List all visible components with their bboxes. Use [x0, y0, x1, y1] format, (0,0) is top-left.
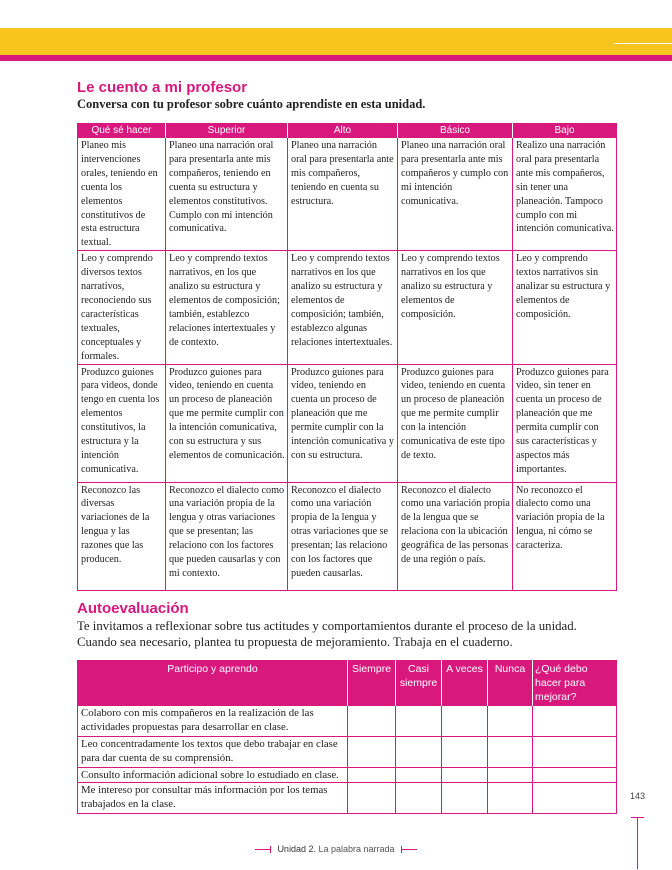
section-intro: Te invitamos a reflexionar sobre tus actitudes y comportamientos durante el proceso de la unidad. Cuando sea necesario, plantea tu propuesta de mejoramiento. Trabaja en el cuaderno.	[77, 619, 577, 649]
self-eval-empty-cell	[442, 737, 488, 768]
self-eval-empty-cell	[348, 706, 396, 737]
rubric-cell: Reconozco las diversas variaciones de la lengua y las razones que las producen.	[78, 482, 166, 590]
self-eval-statement: Colaboro con mis compañeros en la realización de las actividades propuestas para desarrollar en clase.	[78, 706, 348, 737]
table-row	[78, 768, 617, 783]
section-title: Autoevaluación	[77, 600, 189, 617]
rubric-cell: Produzco guiones para video, teniendo en cuenta un proceso de planeación que me permite cumplir con la intención comunicativa, con su estructura y sus elementos de comunicación.	[166, 364, 288, 482]
table-row	[78, 251, 617, 364]
self-eval-empty-cell	[348, 737, 396, 768]
self-eval-empty-cell	[488, 706, 533, 737]
rubric-cell: Produzco guiones para video, teniendo en cuenta un proceso de planeación que me permite cumplir con la intención comunicativa de este tipo de texto.	[398, 364, 513, 482]
rubric-cell: Planeo mis intervenciones orales, teniendo en cuenta los elementos constitutivos de esta estructura textual.	[78, 138, 166, 251]
self-eval-empty-cell	[396, 768, 442, 783]
page-footer	[0, 844, 672, 854]
rubric-cell: Produzco guiones para videos, donde tengo en cuenta los elementos constitutivos, la estructura y la intención comunicativa.	[78, 364, 166, 482]
self-eval-empty-cell	[488, 768, 533, 783]
table-row	[78, 783, 617, 814]
self-eval-statement: Me intereso por consultar más información por los temas trabajados en la clase.	[78, 783, 348, 814]
self-eval-header-cell: ¿Qué debo hacer para mejorar?	[533, 661, 617, 706]
rubric-cell: Planeo una narración oral para presentarla ante mis compañeros, teniendo en cuenta su estructura y elementos constitutivos. Cumplo con mi intención comunicativa.	[166, 138, 288, 251]
self-eval-empty-cell	[533, 706, 617, 737]
rubric-cell: Reconozco el dialecto como una variación propia de la lengua y otras variaciones que se presentan; las relaciono con los factores que pueden causarlas.	[288, 482, 398, 590]
rubric-header-cell: Superior	[166, 124, 288, 138]
rubric-header-cell: Básico	[398, 124, 513, 138]
self-eval-header-cell: Siempre	[348, 661, 396, 706]
self-eval-empty-cell	[533, 768, 617, 783]
self-eval-empty-cell	[348, 783, 396, 814]
rubric-header-cell: Alto	[288, 124, 398, 138]
self-eval-empty-cell	[488, 737, 533, 768]
rubric-header-cell: Bajo	[513, 124, 617, 138]
table-row	[78, 364, 617, 482]
self-eval-header-cell: Casi siempre	[396, 661, 442, 706]
header-band	[0, 28, 672, 55]
self-eval-empty-cell	[533, 737, 617, 768]
table-row	[78, 737, 617, 768]
self-eval-empty-cell	[396, 783, 442, 814]
rubric-table	[77, 123, 617, 591]
rubric-cell: Reconozco el dialecto como una variación propia de la lengua y otras variaciones que se presentan; las relaciono con los factores que pueden causarlas y con mi contexto.	[166, 482, 288, 590]
table-row	[78, 482, 617, 590]
footer-unit: Unidad 2.	[277, 844, 316, 854]
rubric-cell: Planeo una narración oral para presentarla ante mis compañeros, teniendo en cuenta su estructura.	[288, 138, 398, 251]
self-eval-empty-cell	[533, 783, 617, 814]
section-subtitle: Conversa con tu profesor sobre cuánto aprendiste en esta unidad.	[77, 97, 426, 111]
self-eval-empty-cell	[442, 706, 488, 737]
self-eval-statement: Consulto información adicional sobre lo estudiado en clase.	[78, 768, 348, 783]
table-row	[78, 138, 617, 251]
rubric-cell: Reconozco el dialecto como una variación propia de la lengua que se relaciona con la ubicación geográfica de las personas de una región o país.	[398, 482, 513, 590]
rubric-cell: Produzco guiones para video, sin tener en cuenta un proceso de planeación que me permita cumplir con sus características y aspectos más importantes.	[513, 364, 617, 482]
self-eval-empty-cell	[348, 768, 396, 783]
rubric-cell: Planeo una narración oral para presentarla ante mis compañeros y cumplo con mi intención comunicativa.	[398, 138, 513, 251]
page-marker-line	[637, 817, 638, 869]
section-title: Le cuento a mi profesor	[77, 79, 248, 96]
rubric-cell: Leo y comprendo textos narrativos sin analizar su estructura y elementos de composición.	[513, 251, 617, 364]
header-band-line	[614, 43, 672, 44]
footer-left-rule	[255, 849, 271, 850]
self-eval-header-cell: Nunca	[488, 661, 533, 706]
self-evaluation-table	[77, 660, 617, 814]
footer-title: La palabra narrada	[318, 844, 395, 854]
rubric-cell: Leo y comprendo textos narrativos en los que analizo su estructura y elementos de composición.	[398, 251, 513, 364]
self-eval-statement: Leo concentradamente los textos que debo trabajar en clase para dar cuenta de su comprensión.	[78, 737, 348, 768]
self-eval-header-cell: A veces	[442, 661, 488, 706]
self-eval-header-cell: Participo y aprendo	[78, 661, 348, 706]
self-eval-empty-cell	[442, 768, 488, 783]
self-eval-empty-cell	[442, 783, 488, 814]
self-eval-empty-cell	[396, 706, 442, 737]
table-row	[78, 706, 617, 737]
rubric-cell: Realizo una narración oral para presentarla ante mis compañeros, sin tener una planeación. Tampoco cumplo con mi intención comunicativa.	[513, 138, 617, 251]
rubric-cell: Leo y comprendo textos narrativos en los que analizo su estructura y elementos de composición; también, establezco algunas relaciones intertextuales.	[288, 251, 398, 364]
self-eval-header-row	[78, 661, 617, 706]
page-number: 143	[630, 791, 646, 801]
rubric-cell: Leo y comprendo diversos textos narrativos, reconociendo sus características textuales, conceptuales y formales.	[78, 251, 166, 364]
rubric-cell: Leo y comprendo textos narrativos, en los que analizo su estructura y elementos de composición; también, establezco relaciones intertextuales y de contexto.	[166, 251, 288, 364]
rubric-cell: No reconozco el dialecto como una variación propia de la lengua, ni cómo se caracteriza.	[513, 482, 617, 590]
footer-right-rule	[401, 849, 417, 850]
self-eval-empty-cell	[488, 783, 533, 814]
rubric-header-row	[78, 124, 617, 138]
self-eval-empty-cell	[396, 737, 442, 768]
rubric-header-cell: Qué sé hacer	[78, 124, 166, 138]
header-stripe	[0, 55, 672, 61]
rubric-cell: Produzco guiones para video, teniendo en cuenta un proceso de planeación que me permite cumplir con la intención comunicativa y con su estructura.	[288, 364, 398, 482]
